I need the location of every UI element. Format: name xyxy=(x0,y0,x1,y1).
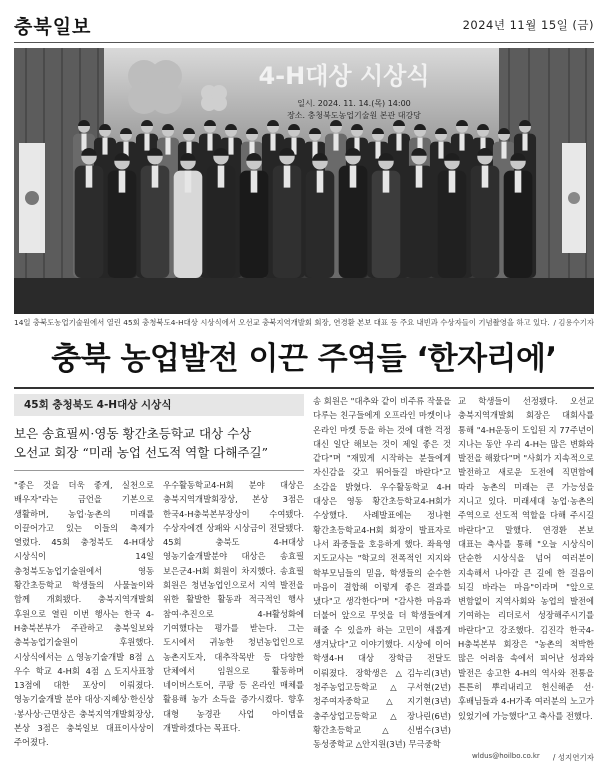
stage-info-place: 장소. 충청북도농업기술원 본관 대강당 xyxy=(287,111,421,120)
clover-logo-icon xyxy=(128,60,182,114)
article-column-3 xyxy=(313,394,451,748)
person-front-row xyxy=(207,148,236,278)
photo-credit: / 김용수기자 xyxy=(553,318,594,327)
newspaper-name: 충북일보 xyxy=(14,15,92,38)
person-front-row xyxy=(75,148,104,278)
article-body: 교 학생들이 선정됐다. 오선교 충북지역개발회 회장은 대회사를 통해 "4-H운동이 도입된 지 77주년이 지나는 동안 우리 4-H는 많은 변화와 발전을 해왔다"며 "사회가 지속적으로 발전하고 새로운 도전에 직면함에 따라 농촌의 미래는 큰 가능성을 지니고 있다. 미래세대 농업·농촌의 주역으로 선도적 역할을 다해 주시길 바란다"고 말했다. 연경환 본보 대표는 축사를 통해 "오늘 시상식이 단순한 시상식을 넘어 여러분이 지속해서 나아갈 큰 길에 한 걸음이 되길 바라는 마음"이라며 "앞으로 변함없이 지역사회와 농업의 발전에 기여하는 리더로서 성장해주시기를 바란다"고 강조했다. 김진각 한국4-H충북본부 회장은 "농촌의 척박한 많은 어려움 속에서 피어난 성과와 발전은 송고한 4-H의 역사와 전통을 튼튼히 뿌리내리고 헌신해준 선·후배님들과 4-H가족 여러분의 노고가 있었기에 가능했다"고 축사를 전했다. xyxy=(458,396,594,721)
person-front-row xyxy=(174,153,203,278)
article-column-1 xyxy=(14,478,154,748)
article-byline: / 성지연기자 xyxy=(552,753,594,762)
article-body: 우수활동학교4-H회 분야 대상은 충북지역개발회장상, 본상 3점은 한국4-H충북본부장상이 수여됐다. 수상자에겐 상패와 시상금이 전달됐다. 45회 충북도 4-H대상 영농기술개발분야 대상은 송효필 보은군4-H회 회원이 차지했다. 송효필 회원은 청년농업인으로서 지역 발전을 위한 활발한 활동과 적극적인 행사 참여·추진으로 4-H활성화에 기여했다는 평가를 받는다. 그는 도시에서 귀농한 청년농업인으로 농촌지도자, 대추작목반 등 다양한 단체에서 임원으로 활동하며 네이버스토어, 쿠팡 등 온라인 매체를 활용해 농가 소득을 증가시켰다. 향후 대형 농경관 사업 아이템을 개발하겠다는 목표다. xyxy=(163,480,304,734)
headline-rule xyxy=(14,387,594,389)
article-headline: 충북 농업발전 이끈 주역들 ‘한자리에’ xyxy=(51,341,557,377)
subhead-rule xyxy=(14,470,304,471)
stage-info-date: 일시. 2024. 11. 14.(목) 14:00 xyxy=(297,99,411,108)
person-front-row xyxy=(372,153,401,278)
organization-flag-icon xyxy=(562,143,586,253)
person-front-row xyxy=(405,148,434,278)
person-front-row xyxy=(438,153,467,278)
article-subhead xyxy=(14,424,304,462)
masthead xyxy=(14,10,594,40)
national-flag-icon xyxy=(19,143,45,253)
subhead-line-1: 보은 송효필씨·영동 황간초등학교 대상 수상 xyxy=(14,426,252,441)
person-front-row xyxy=(504,153,533,278)
article-body: "좋은 것을 더욱 좋게, 실천으로 배우자"라는 금언을 기본으로 생활하며, 농업·농촌의 미래를 이끌어가고 있는 이들의 축제가 열렸다. 45회 충청북도 4-H대상 시상식이 14일 충청북도농업기술원에서 영동 황간초등학교 학생들의 사물놀이와 함께 개회됐다. 충북지역개발회 후원으로 열린 이번 행사는 한국 4-H충북본부가 주관하고 충북일보와 충북농업기술원이 후원했다. 시상식에서는 △영농기술개발 8점 △우수 학교 4-H회 4점 △도지사표창 13점에 대한 포상이 이뤄졌다. 영농기술개발 분야 대상·지혜상·한신상·봉사상·근면상은 충북지역개발회장상, 본상 3점은 충북일보 대표이사상이 주어졌다. xyxy=(14,480,154,748)
person-front-row xyxy=(141,148,170,278)
ceremony-group-photo xyxy=(14,48,594,314)
stage-title: 4-H대상 시상식 xyxy=(258,62,430,90)
publication-date: 2024년 11월 15일 (금) xyxy=(462,18,594,32)
masthead-rule xyxy=(14,42,594,43)
person-front-row xyxy=(339,148,368,278)
author-email: wldus@hoilbo.co.kr xyxy=(472,752,540,760)
article-column-2 xyxy=(163,478,304,748)
person-front-row xyxy=(306,153,335,278)
news-photo xyxy=(14,48,594,314)
person-front-row xyxy=(108,153,137,278)
subhead-line-2: 오선교 회장 “미래 농업 선도적 역할 다해주길” xyxy=(14,445,268,460)
photo-caption xyxy=(14,317,594,331)
person-front-row xyxy=(240,153,269,278)
person-front-row xyxy=(273,148,302,278)
person-front-row xyxy=(471,148,500,278)
article-kicker: 45회 충청북도 4-H대상 시상식 xyxy=(14,394,304,416)
caption-text: 14일 충북도농업기술원에서 열린 45회 충청북도4-H대상 시상식에서 오선교 충북지역개발회 회장, 연경환 본보 대표 등 주요 내빈과 수상자들이 기념촬영을 하고 있다. xyxy=(14,318,550,327)
article-column-4 xyxy=(458,394,594,732)
article-body: 송 회원은 "대추와 같이 비주류 작물을 다루는 친구들에게 오프라인 마켓이나 온라인 마켓 등을 하는 것에 대한 걱정 대신 일단 해보는 것이 제일 좋은 것 같다"며 "재밌게 시작하는 분들에게 자신감을 갖고 뛰어들길 바란다"고 소감을 밝혔다. 우수활동학교 4-H 대상은 영동 황간초등학교4-H회가 수상했다. 사례발표에는 정나현 황간초등학교4-H회 회장이 발표자로 나서 좌중들을 호응하게 했다. 좌육영 지도교사는 "학교의 전폭적인 지지와 학부모님들의 믿음, 학생들의 순수한 마음이 결합해 이렇게 좋은 결과를 냈다"고 생각한다"며 "감사한 마음과 더불어 앞으로 무엇을 더 학생들에게 해줄 수 있을까 하는 고민이 새롭게 생겨났다"고 이야기했다. 시상에 이어 학생4-H 대상 장학금 전달도 이뤄졌다. 장학생은 △김누리(3년) 청주농업고등학교 △구서현(2년) 청주여자중학교 △지기현(3년) 충주상업고등학교 △장나린(6년) 황간초등학교 △신범수(3년) 동성중학교 △안지원(3년) 무극중학 xyxy=(313,396,451,750)
